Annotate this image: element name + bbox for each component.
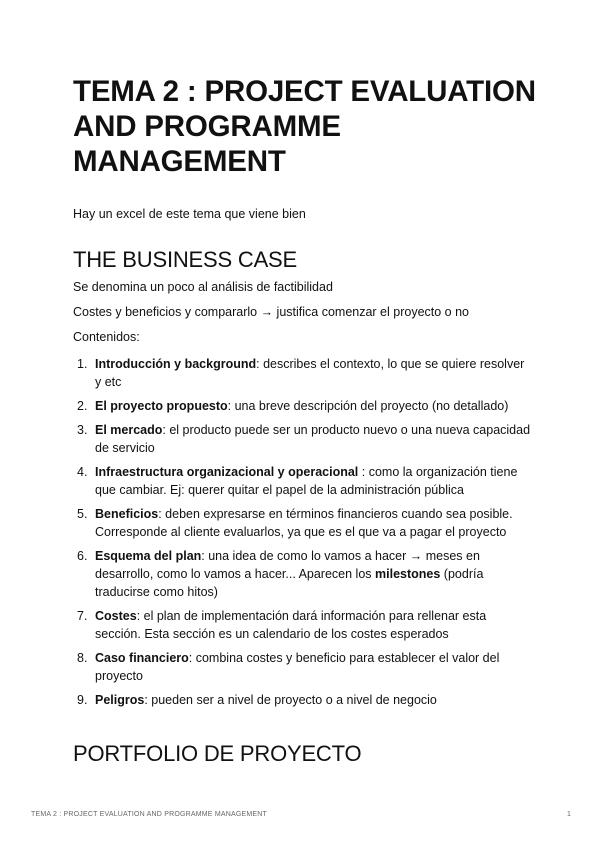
contents-list bbox=[73, 355, 533, 715]
intro-note: Hay un excel de este tema que viene bien bbox=[73, 207, 306, 221]
list-item: 9. Peligros: pueden ser a nivel de proyecto o a nivel de negocio bbox=[77, 693, 437, 707]
paragraph-costes-beneficios: Costes y beneficios y compararlo → justifica comenzar el proyecto o no bbox=[73, 305, 470, 319]
list-item: 3. El mercado: el producto puede ser un producto nuevo o una nueva capacidad de servicio bbox=[77, 423, 531, 455]
list-item: 5. Beneficios: deben expresarse en términos financieros cuando sea posible. Corresponde al cliente evaluarlos, ya que es el que va a pagar el proyecto bbox=[77, 507, 513, 539]
list-item: 6. Esquema del plan: una idea de como lo vamos a hacer → meses en desarrollo, como lo vamos a hacer... Aparecen los milestones (podría traducirse como hitos) bbox=[77, 549, 484, 599]
section-heading-business-case: THE BUSINESS CASE bbox=[73, 247, 297, 272]
list-item: 4. Infraestructura organizacional y operacional : como la organización tiene que cambiar. Ej: querer quitar el papel de la administración pública bbox=[77, 465, 518, 497]
list-item: 1. Introducción y background: describes el contexto, lo que se quiere resolver y etc bbox=[77, 357, 525, 389]
page-number: 1 bbox=[567, 811, 571, 818]
paragraph-contenidos: Contenidos: bbox=[73, 330, 140, 344]
list-item: 8. Caso financiero: combina costes y beneficio para establecer el valor del proyecto bbox=[77, 651, 500, 683]
footer-title: TEMA 2 : PROJECT EVALUATION AND PROGRAMME MANAGEMENT bbox=[31, 811, 267, 818]
list-item: 2. El proyecto propuesto: una breve descripción del proyecto (no detallado) bbox=[77, 399, 509, 413]
section-heading-portfolio: PORTFOLIO DE PROYECTO bbox=[73, 741, 362, 766]
list-item: 7. Costes: el plan de implementación dará información para rellenar esta sección. Esta sección es un calendario de los costes esperados bbox=[77, 609, 487, 641]
page-title: TEMA 2 : PROJECT EVALUATION AND PROGRAMME MANAGEMENT bbox=[73, 75, 536, 178]
paragraph-factibilidad: Se denomina un poco al análisis de factibilidad bbox=[73, 280, 333, 294]
